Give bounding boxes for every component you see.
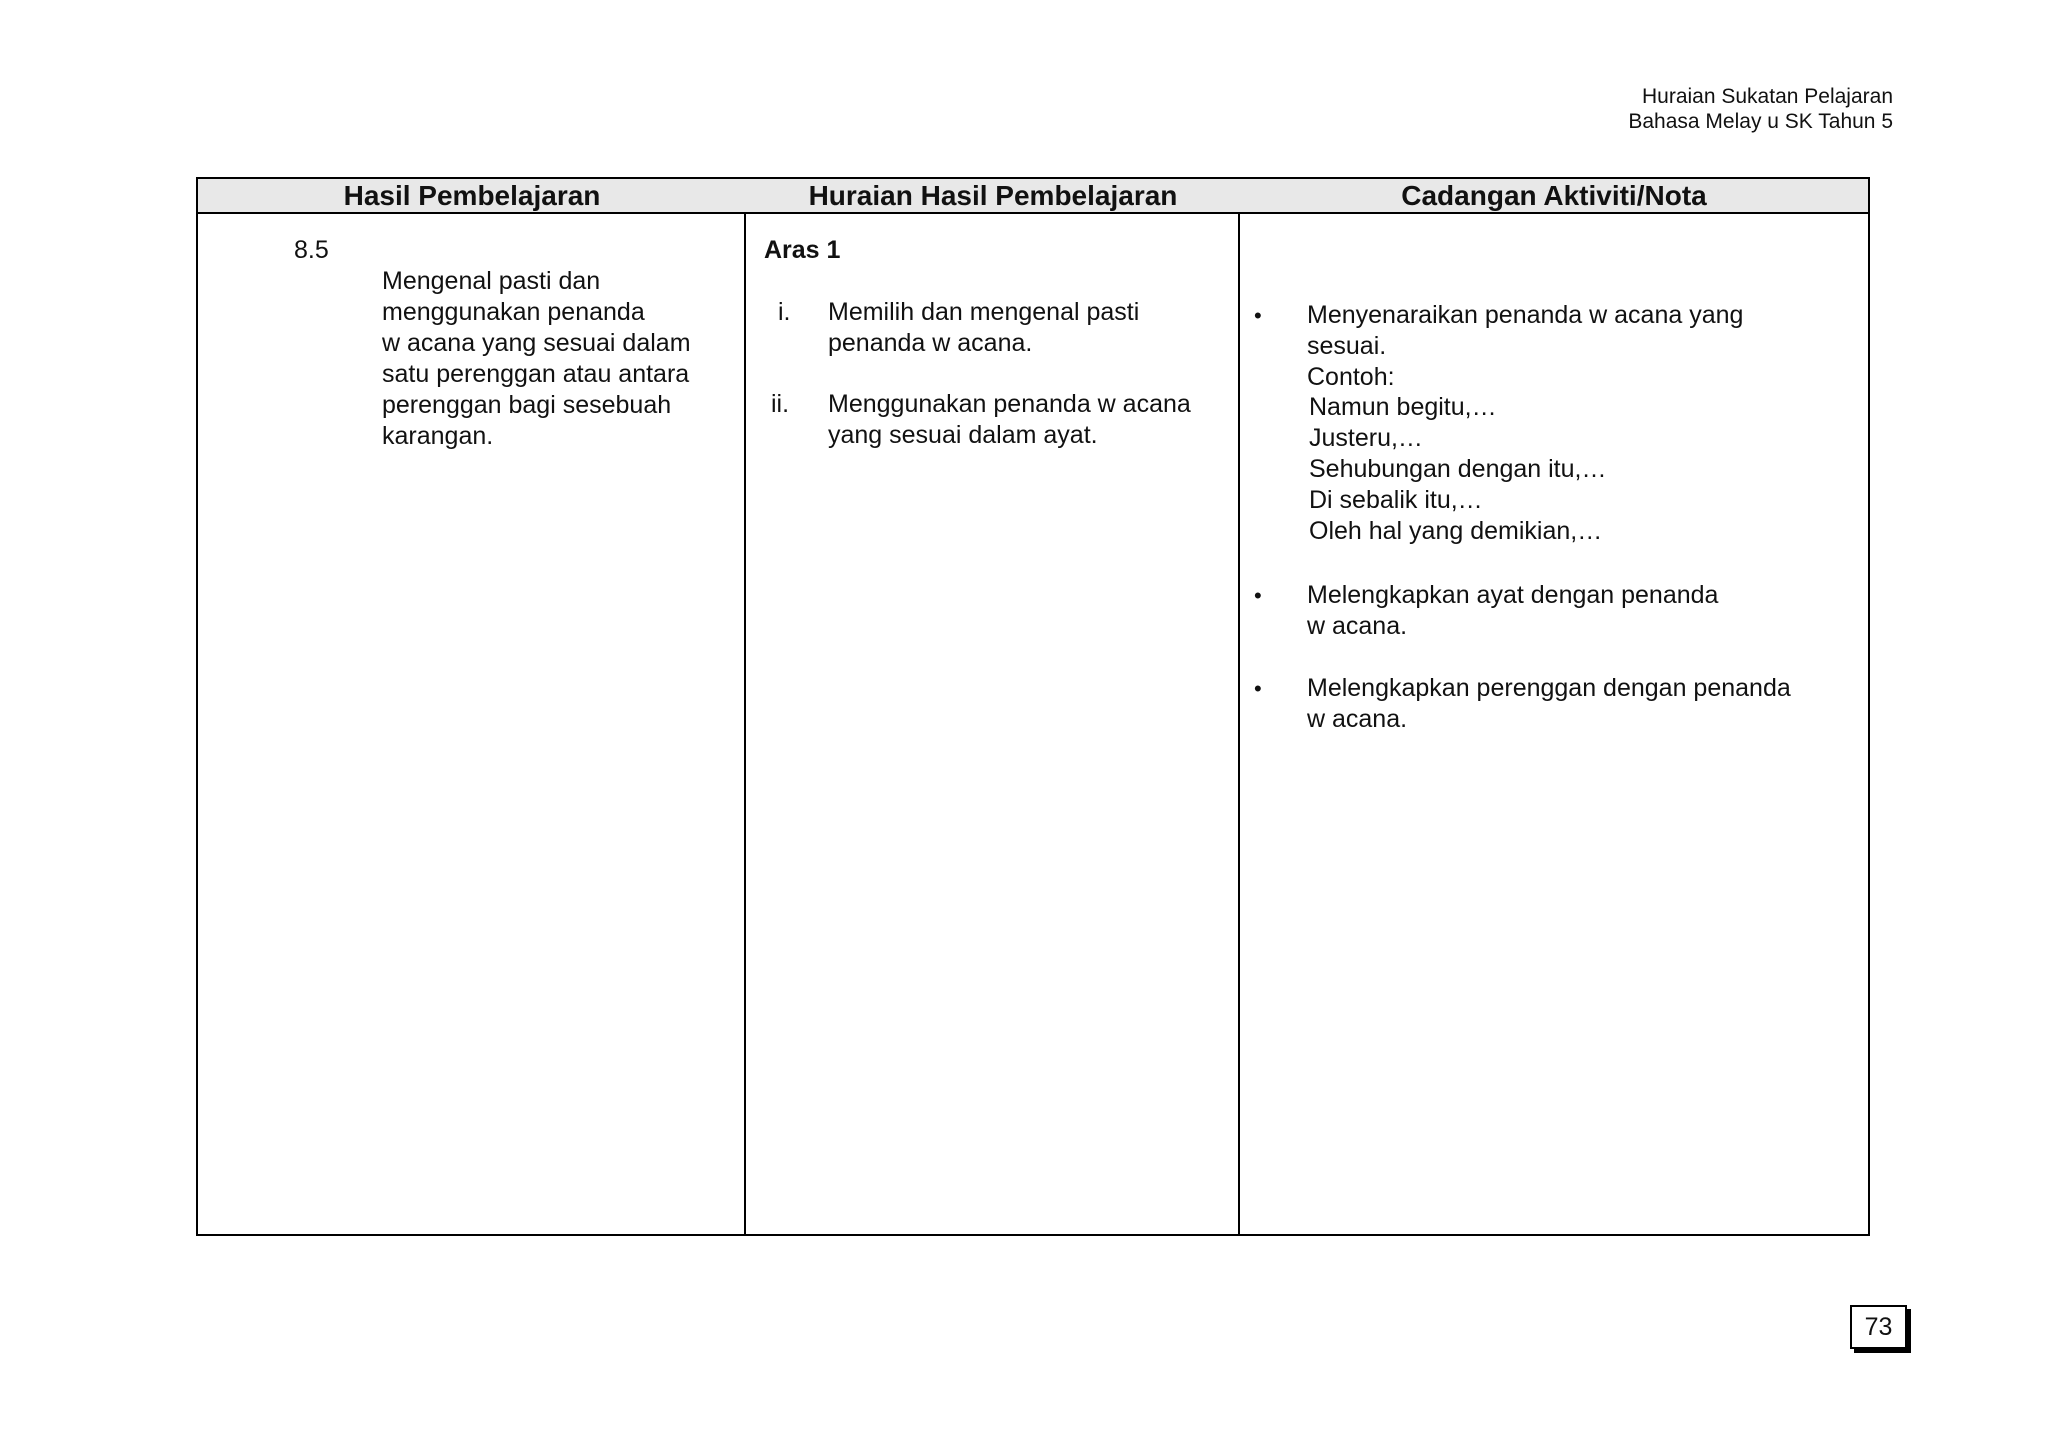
example-list (1309, 392, 1606, 547)
huraian-item (828, 297, 1139, 359)
bullet-icon: • (1254, 303, 1262, 328)
example-item: Di sebalik itu,… (1309, 486, 1483, 514)
activity-item (1307, 580, 1718, 642)
syllabus-table (196, 177, 1870, 1236)
huraian-item-line: yang sesuai dalam ayat. (828, 421, 1098, 449)
activity-line: Melengkapkan perenggan dengan penanda (1307, 674, 1791, 702)
huraian-item-line: Menggunakan penanda w acana (828, 390, 1191, 418)
header-title-line: Huraian Sukatan Pelajaran (1642, 85, 1893, 108)
activity-line: w acana. (1307, 705, 1408, 733)
activity-line: sesuai. (1307, 332, 1387, 360)
page-number: 73 (1850, 1305, 1907, 1349)
item-number: i. (778, 298, 791, 326)
huraian-item-line: penanda w acana. (828, 329, 1033, 357)
huraian-item (828, 389, 1191, 451)
activity-item (1307, 300, 1743, 393)
level-heading: Aras 1 (764, 236, 841, 264)
outcome-description (382, 266, 691, 452)
page-header (1628, 84, 1893, 134)
header-huraian-hasil-pembelajaran: Huraian Hasil Pembelajaran (808, 180, 1178, 211)
example-item: Oleh hal yang demikian,… (1309, 517, 1603, 545)
bullet-icon: • (1254, 676, 1262, 701)
header-hasil-pembelajaran: Hasil Pembelajaran (343, 180, 601, 211)
outcome-line: karangan. (382, 422, 494, 450)
example-item: Sehubungan dengan itu,… (1309, 455, 1607, 483)
huraian-item-line: Memilih dan mengenal pasti (828, 298, 1140, 326)
activity-line: Menyenaraikan penanda w acana yang (1307, 301, 1744, 329)
activity-line: Contoh: (1307, 363, 1395, 391)
outcome-line: satu perenggan atau antara (382, 360, 690, 388)
bullet-icon: • (1254, 583, 1262, 608)
header-subtitle-line: Bahasa Melay u SK Tahun 5 (1628, 110, 1893, 133)
outcome-line: menggunakan penanda (382, 298, 645, 326)
activity-line: w acana. (1307, 612, 1408, 640)
example-item: Namun begitu,… (1309, 393, 1497, 421)
outcome-line: perenggan bagi sesebuah (382, 391, 672, 419)
activity-item (1307, 673, 1791, 735)
outcome-line: w acana yang sesuai dalam (382, 329, 691, 357)
example-item: Justeru,… (1309, 424, 1423, 452)
header-cadangan-aktiviti: Cadangan Aktiviti/Nota (1401, 180, 1707, 211)
activity-line: Melengkapkan ayat dengan penanda (1307, 581, 1719, 609)
outcome-line: Mengenal pasti dan (382, 267, 601, 295)
item-number: ii. (771, 390, 790, 418)
outcome-code: 8.5 (294, 236, 329, 264)
